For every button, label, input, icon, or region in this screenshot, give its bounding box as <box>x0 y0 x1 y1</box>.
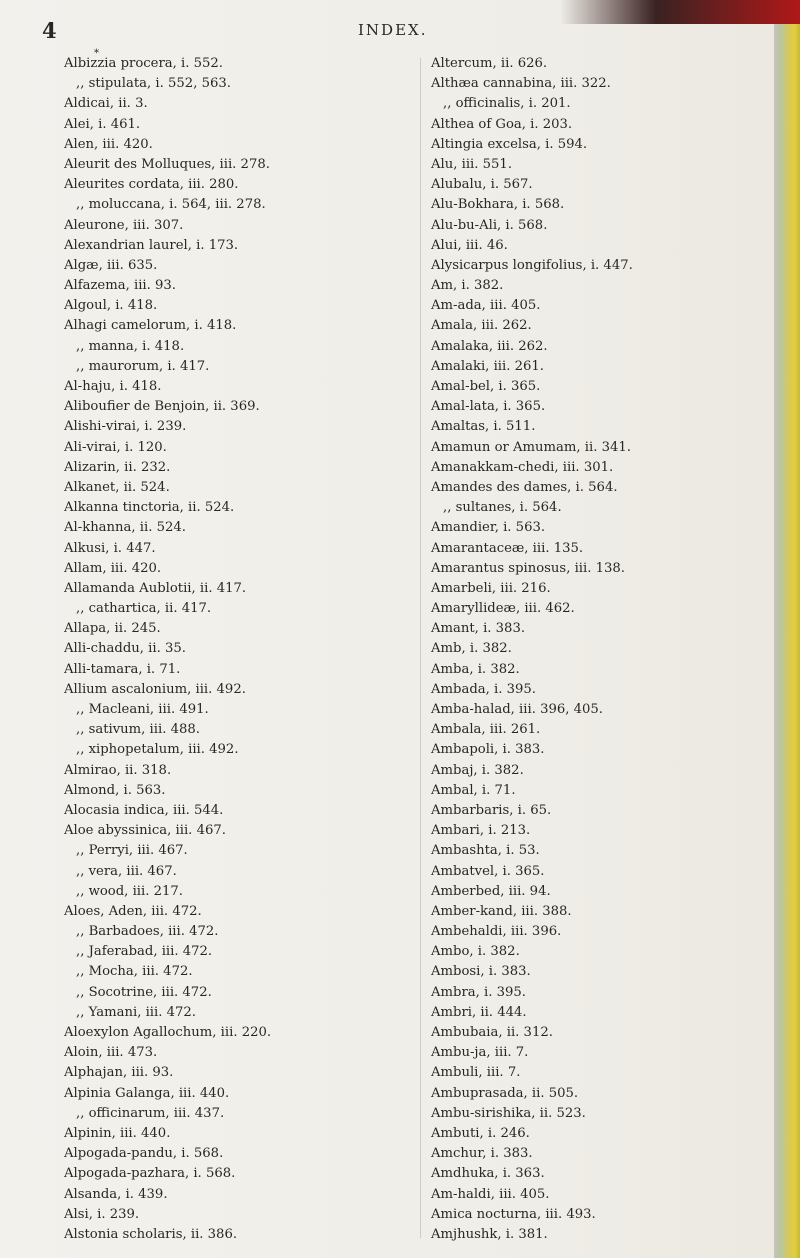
index-entry: Amjhushk, i. 381. <box>431 1226 548 1242</box>
index-entry: Aloe abyssinica, iii. 467. <box>64 823 226 839</box>
index-entry: Ambu-ja, iii. 7. <box>431 1045 529 1061</box>
index-entry: Alli-tamara, i. 71. <box>64 661 181 677</box>
index-entry: Aloin, iii. 473. <box>64 1045 158 1061</box>
index-entry: Amalaka, iii. 262. <box>431 338 548 354</box>
index-entry: Amaryllideæ, iii. 462. <box>431 601 575 617</box>
index-entry: Aliboufier de Benjoin, ii. 369. <box>64 399 260 415</box>
index-entry: Alkanet, ii. 524. <box>64 479 170 495</box>
index-entry: Allium ascalonium, iii. 492. <box>64 681 246 697</box>
index-entry: Almond, i. 563. <box>64 782 166 798</box>
index-entry: Aldicai, ii. 3. <box>64 96 148 112</box>
index-entry: Amant, i. 383. <box>431 621 526 637</box>
index-entry: Al-haju, i. 418. <box>64 379 162 394</box>
index-entry: Alphajan, iii. 93. <box>64 1065 174 1081</box>
index-entry: Alsi, i. 239. <box>64 1206 140 1222</box>
index-entry: Algoul, i. 418. <box>64 298 158 314</box>
index-entry: Allam, iii. 420. <box>64 560 162 576</box>
index-entry: Alui, iii. 46. <box>431 237 508 253</box>
index-entry: ,, Mocha, iii. 472. <box>76 964 193 980</box>
index-entry: Ambuprasada, ii. 505. <box>431 1085 579 1101</box>
index-entry: Alen, iii. 420. <box>64 136 153 152</box>
index-entry: ,, wood, iii. 217. <box>76 883 183 899</box>
index-entry: Alexandrian laurel, i. 173. <box>64 237 239 253</box>
index-entry: Almirao, ii. 318. <box>64 762 172 778</box>
index-entry: Alfazema, iii. 93. <box>64 278 176 294</box>
index-entry: ,, stipulata, i. 552, 563. <box>76 76 231 92</box>
index-entry: Alu-bu-Ali, i. 568. <box>431 217 548 233</box>
index-entry: Am, i. 382. <box>431 278 504 294</box>
index-column-right <box>431 54 771 1245</box>
index-entry: ,, Jaferabad, iii. 472. <box>76 944 213 960</box>
index-entry: Amal-bel, i. 365. <box>431 379 541 394</box>
index-entry: Albizzia procera, i. 552. <box>64 56 223 71</box>
index-entry: Ambashta, i. 53. <box>431 843 540 859</box>
index-entry: Amba-halad, iii. 396, 405. <box>431 702 604 717</box>
index-entry: Amandier, i. 563. <box>431 520 546 536</box>
index-entry: ,, maurorum, i. 417. <box>76 358 210 374</box>
index-entry: ,, Macleani, iii. 491. <box>76 702 209 717</box>
page-number: 4 <box>42 18 57 43</box>
index-entry: Alpinia Galanga, iii. 440. <box>64 1085 230 1101</box>
index-entry: Ambapoli, i. 383. <box>431 742 545 758</box>
index-entry: Aloexylon Agallochum, iii. 220. <box>64 1025 272 1040</box>
index-entry: Ambala, iii. 261. <box>431 722 541 738</box>
index-entry: Amarantus spinosus, iii. 138. <box>431 560 625 576</box>
index-entry: Amaltas, i. 511. <box>431 419 536 435</box>
index-entry: Ambra, i. 395. <box>431 984 526 1000</box>
index-entry: Alubalu, i. 567. <box>431 177 533 193</box>
index-entry: Alysicarpus longifolius, i. 447. <box>431 257 633 273</box>
index-entry: Aleurites cordata, iii. 280. <box>64 177 239 193</box>
index-entry: Amarantaceæ, iii. 135. <box>431 540 584 556</box>
index-entry: Amandes des dames, i. 564. <box>431 479 618 495</box>
index-entry: Ambosi, i. 383. <box>431 964 531 980</box>
index-entry: ,, officinalis, i. 201. <box>443 96 571 112</box>
index-entry: Ambarbaris, i. 65. <box>431 802 552 818</box>
index-entry: Amamun or Amumam, ii. 341. <box>431 439 631 455</box>
index-entry: ,, sultanes, i. 564. <box>443 500 562 516</box>
index-entry: Althæa cannabina, iii. 322. <box>431 76 611 92</box>
index-entry: ,, officinarum, iii. 437. <box>76 1105 225 1121</box>
page-edge-binding <box>774 0 800 1258</box>
index-entry: Algæ, iii. 635. <box>64 257 158 273</box>
index-entry: Amchur, i. 383. <box>431 1146 533 1162</box>
index-entry: Ambuti, i. 246. <box>431 1125 530 1141</box>
header-mark: * <box>94 48 99 59</box>
index-entry: Alu, iii. 551. <box>431 156 513 172</box>
index-entry: Alpogada-pazhara, i. 568. <box>64 1166 236 1182</box>
column-divider <box>420 58 421 1238</box>
index-entry: Amala, iii. 262. <box>431 318 532 334</box>
index-entry: Alu-Bokhara, i. 568. <box>431 197 565 213</box>
index-entry: Alocasia indica, iii. 544. <box>64 802 224 818</box>
index-entry: Alhagi camelorum, i. 418. <box>64 318 237 334</box>
index-entry: Alkanna tinctoria, ii. 524. <box>64 500 235 516</box>
index-entry: Ambada, i. 395. <box>431 681 536 697</box>
index-entry: Ambatvel, i. 365. <box>431 863 545 879</box>
index-entry: ,, Barbadoes, iii. 472. <box>76 924 219 940</box>
index-entry: Ambaj, i. 382. <box>431 762 524 778</box>
index-entry: Ambu-sirishika, ii. 523. <box>431 1105 586 1121</box>
index-entry: Ambari, i. 213. <box>431 823 531 839</box>
index-entry: ,, Perryi, iii. 467. <box>76 843 188 859</box>
index-entry: Aleurone, iii. 307. <box>64 217 184 233</box>
index-entry: Amanakkam-chedi, iii. 301. <box>431 459 614 475</box>
page-header <box>0 18 780 59</box>
index-entry: Althea of Goa, i. 203. <box>431 116 573 132</box>
index-column-left <box>64 54 404 1245</box>
index-entry: Amica nocturna, iii. 493. <box>431 1206 596 1222</box>
index-entry: ,, Socotrine, iii. 472. <box>76 984 212 1000</box>
index-entry: Ambo, i. 382. <box>431 944 520 960</box>
index-entry: ,, Yamani, iii. 472. <box>76 1004 196 1020</box>
index-entry: Allamanda Aublotii, ii. 417. <box>64 580 247 596</box>
index-entry: Altingia excelsa, i. 594. <box>431 136 588 152</box>
index-entry: Alkusi, i. 447. <box>64 540 156 556</box>
index-entry: Am-haldi, iii. 405. <box>431 1186 550 1202</box>
index-entry: Amarbeli, iii. 216. <box>431 580 551 596</box>
index-entry: Ambri, ii. 444. <box>431 1004 527 1020</box>
index-entry: Am-ada, iii. 405. <box>431 298 541 314</box>
index-entry: Amba, i. 382. <box>431 661 520 677</box>
index-entry: Amb, i. 382. <box>431 641 512 657</box>
index-entry: ,, manna, i. 418. <box>76 338 185 354</box>
index-entry: Ambal, i. 71. <box>431 782 516 798</box>
index-entry: Aleurit des Molluques, iii. 278. <box>64 156 270 172</box>
index-entry: Ambuli, iii. 7. <box>431 1065 521 1081</box>
index-entry: ,, vera, iii. 467. <box>76 863 177 879</box>
index-entry: Amdhuka, i. 363. <box>431 1166 545 1182</box>
index-entry: Alsanda, i. 439. <box>64 1186 168 1202</box>
index-entry: Amber-kand, iii. 388. <box>431 903 572 919</box>
index-entry: Alstonia scholaris, ii. 386. <box>64 1226 238 1242</box>
running-head: INDEX. <box>358 21 428 39</box>
index-entry: Alishi-virai, i. 239. <box>64 419 187 435</box>
index-entry: Altercum, ii. 626. <box>431 56 548 71</box>
index-entry: Alei, i. 461. <box>64 116 141 132</box>
index-entry: Alpinin, iii. 440. <box>64 1125 171 1141</box>
index-entry: Alizarin, ii. 232. <box>64 459 171 475</box>
index-entry: Amal-lata, i. 365. <box>431 399 546 415</box>
index-entry: Allapa, ii. 245. <box>64 621 161 637</box>
index-entry: Alli-chaddu, ii. 35. <box>64 641 186 657</box>
index-entry: ,, cathartica, ii. 417. <box>76 601 212 617</box>
index-entry: Ali-virai, i. 120. <box>64 439 167 455</box>
index-entry: Al-khanna, ii. 524. <box>64 520 186 536</box>
index-entry: Amalaki, iii. 261. <box>431 358 544 374</box>
index-entry: Alpogada-pandu, i. 568. <box>64 1146 224 1162</box>
index-entry: ,, xiphopetalum, iii. 492. <box>76 742 239 758</box>
index-entry: ,, sativum, iii. 488. <box>76 722 200 738</box>
index-entry: Aloes, Aden, iii. 472. <box>64 903 202 919</box>
index-entry: Ambehaldi, iii. 396. <box>431 924 562 940</box>
index-entry: ,, moluccana, i. 564, iii. 278. <box>76 197 266 213</box>
index-entry: Amberbed, iii. 94. <box>431 883 551 899</box>
index-entry: Ambubaia, ii. 312. <box>431 1025 553 1040</box>
